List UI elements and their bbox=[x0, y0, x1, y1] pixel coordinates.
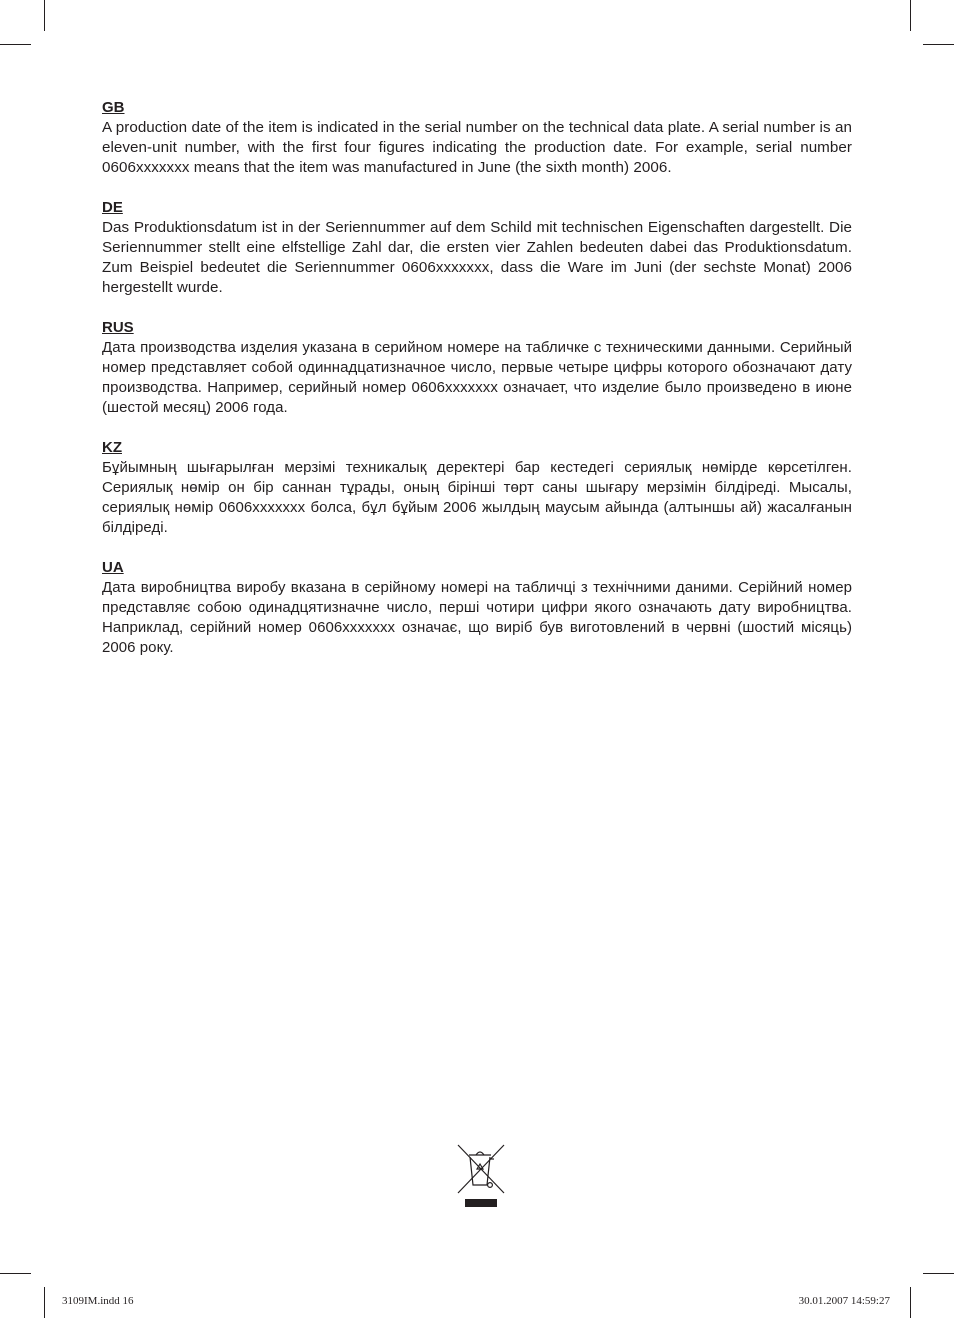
crop-mark bbox=[910, 0, 911, 31]
section-text: A production date of the item is indicated in the serial number on the technical data plate. A serial number is an eleven-unit number, with the first four figures indicating the production date. For example, serial number 0606xxxxxxx means that the item was manufactured in June (the sixth month) 2006. bbox=[102, 119, 852, 176]
section-text: Das Produktionsdatum ist in der Seriennummer auf dem Schild mit technischen Eigenschaften dargestellt. Die Seriennummer stellt eine elfstellige Zahl dar, die ersten vier Zahlen bedeuten dabei das Produktionsdatum. Zum Beispiel bedeutet die Seriennummer 0606xxxxxxx, dass die Ware im Juni (der sechste Monat) 2006 hergestellt wurde. bbox=[102, 219, 852, 296]
crop-mark bbox=[44, 0, 45, 31]
section-code: RUS bbox=[102, 319, 134, 336]
section-text: Бұйымның шығарылған мерзімі техникалық деректері бар кестедегі сериялық нөмірде көрсетілген. Сериялық нөмір он бір саннан тұрады, оның бірінші төрт саны шығару мерзімін білдіреді. Мысалы, сериялық нөмір 0606xxxxxxx болса, бұл бұйым 2006 жылдың маусым айында (алтыншы ай) жасалғанын білдіреді. bbox=[102, 459, 852, 536]
footer-timestamp: 30.01.2007 14:59:27 bbox=[798, 1295, 890, 1307]
crop-mark bbox=[923, 44, 954, 45]
crossed-out-wheelie-bin-icon bbox=[456, 1143, 506, 1209]
footer-file-info: 3109IM.indd 16 bbox=[62, 1295, 134, 1307]
section-de bbox=[102, 198, 852, 298]
section-text: Дата производства изделия указана в серийном номере на табличке с техническими данными. Серийный номер представляет собой одиннадцатизначное число, первые четыре цифры которого обозначают дату производства. Например, серийный номер 0606xxxxxxx означает, что изделие было произведено в июне (шестой месяц) 2006 года. bbox=[102, 339, 852, 416]
section-rus bbox=[102, 318, 852, 418]
crop-mark bbox=[923, 1273, 954, 1274]
section-kz bbox=[102, 438, 852, 538]
section-code: UA bbox=[102, 559, 124, 576]
section-gb bbox=[102, 98, 852, 178]
section-text: Дата виробництва виробу вказана в серійному номері на табличці з технічними даними. Серійний номер представляє собою одинадцятизначне число, перші чотири цифри якого означають дату виробництва. Наприклад, серійний номер 0606xxxxxxx означає, що виріб був виготовлений в червні (шостий місяць) 2006 року. bbox=[102, 579, 852, 656]
crop-mark bbox=[0, 44, 31, 45]
section-ua bbox=[102, 558, 852, 658]
document-body bbox=[102, 98, 852, 678]
section-code: KZ bbox=[102, 439, 122, 456]
crop-mark bbox=[44, 1287, 45, 1318]
section-code: GB bbox=[102, 99, 125, 116]
section-code: DE bbox=[102, 199, 123, 216]
crop-mark bbox=[910, 1287, 911, 1318]
crop-mark bbox=[0, 1273, 31, 1274]
